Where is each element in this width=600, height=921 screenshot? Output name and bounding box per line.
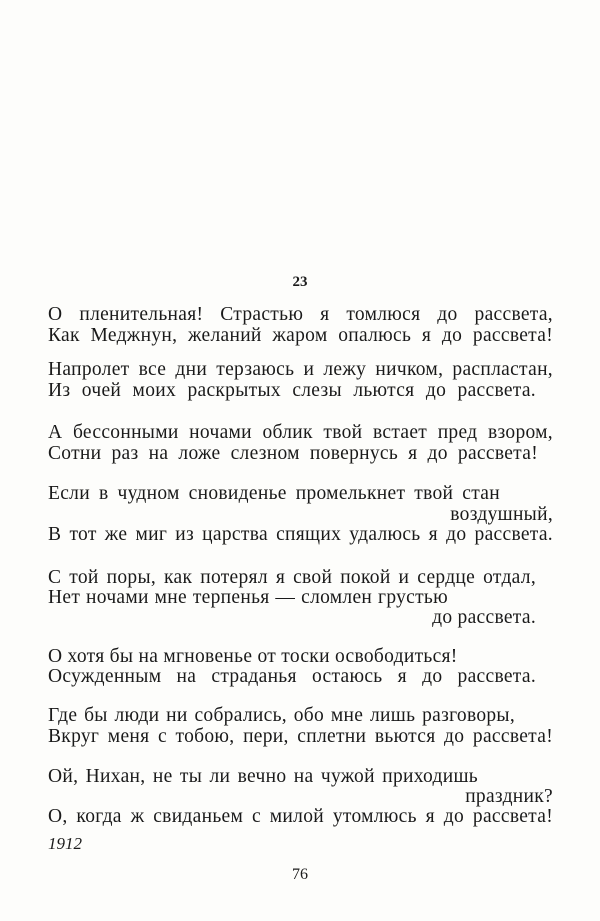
page-number: 76 bbox=[292, 866, 308, 883]
poem-line: А бессонными ночами облик твой встает пред взором, bbox=[48, 422, 553, 443]
poem-line: Вкруг меня с тобою, пери, сплетни вьются до рассвета! bbox=[48, 726, 553, 747]
poem-line: О, когда ж свиданьем с милой утомлюсь я до рассвета! bbox=[48, 806, 553, 827]
poem-line: Если в чудном сновиденье промелькнет твой стан bbox=[48, 483, 500, 504]
poem-line: праздник? bbox=[465, 786, 553, 807]
poem-year: 1912 bbox=[48, 834, 82, 853]
poem-line: Осужденным на страданья остаюсь я до рассвета. bbox=[48, 666, 536, 687]
poem-line: Напролет все дни терзаюсь и лежу ничком, распластан, bbox=[48, 359, 553, 380]
poem-line: Сотни раз на ложе слезном повернусь я до рассвета! bbox=[48, 443, 538, 464]
poem-number: 23 bbox=[292, 274, 308, 290]
poem-line: О пленительная! Страстью я томлюся до рассвета, bbox=[48, 304, 553, 325]
poem-line: Ой, Нихан, не ты ли вечно на чужой приходишь bbox=[48, 766, 478, 787]
poem-line: Нет ночами мне терпенья — сломлен грустью bbox=[48, 587, 448, 608]
poem-line: В тот же миг из царства спящих удалюсь я до рассвета. bbox=[48, 524, 553, 545]
poem-line: Как Меджнун, желаний жаром опалюсь я до рассвета! bbox=[48, 325, 553, 346]
poem-line: Из очей моих раскрытых слезы льются до рассвета. bbox=[48, 380, 536, 401]
poem-line: О хотя бы на мгновенье от тоски освободиться! bbox=[48, 646, 458, 667]
poem-line: до рассвета. bbox=[432, 607, 536, 628]
poem-line: С той поры, как потерял я свой покой и сердце отдал, bbox=[48, 567, 536, 588]
poem-line: Где бы люди ни собрались, обо мне лишь разговоры, bbox=[48, 705, 515, 726]
poem-line: воздушный, bbox=[450, 504, 553, 525]
